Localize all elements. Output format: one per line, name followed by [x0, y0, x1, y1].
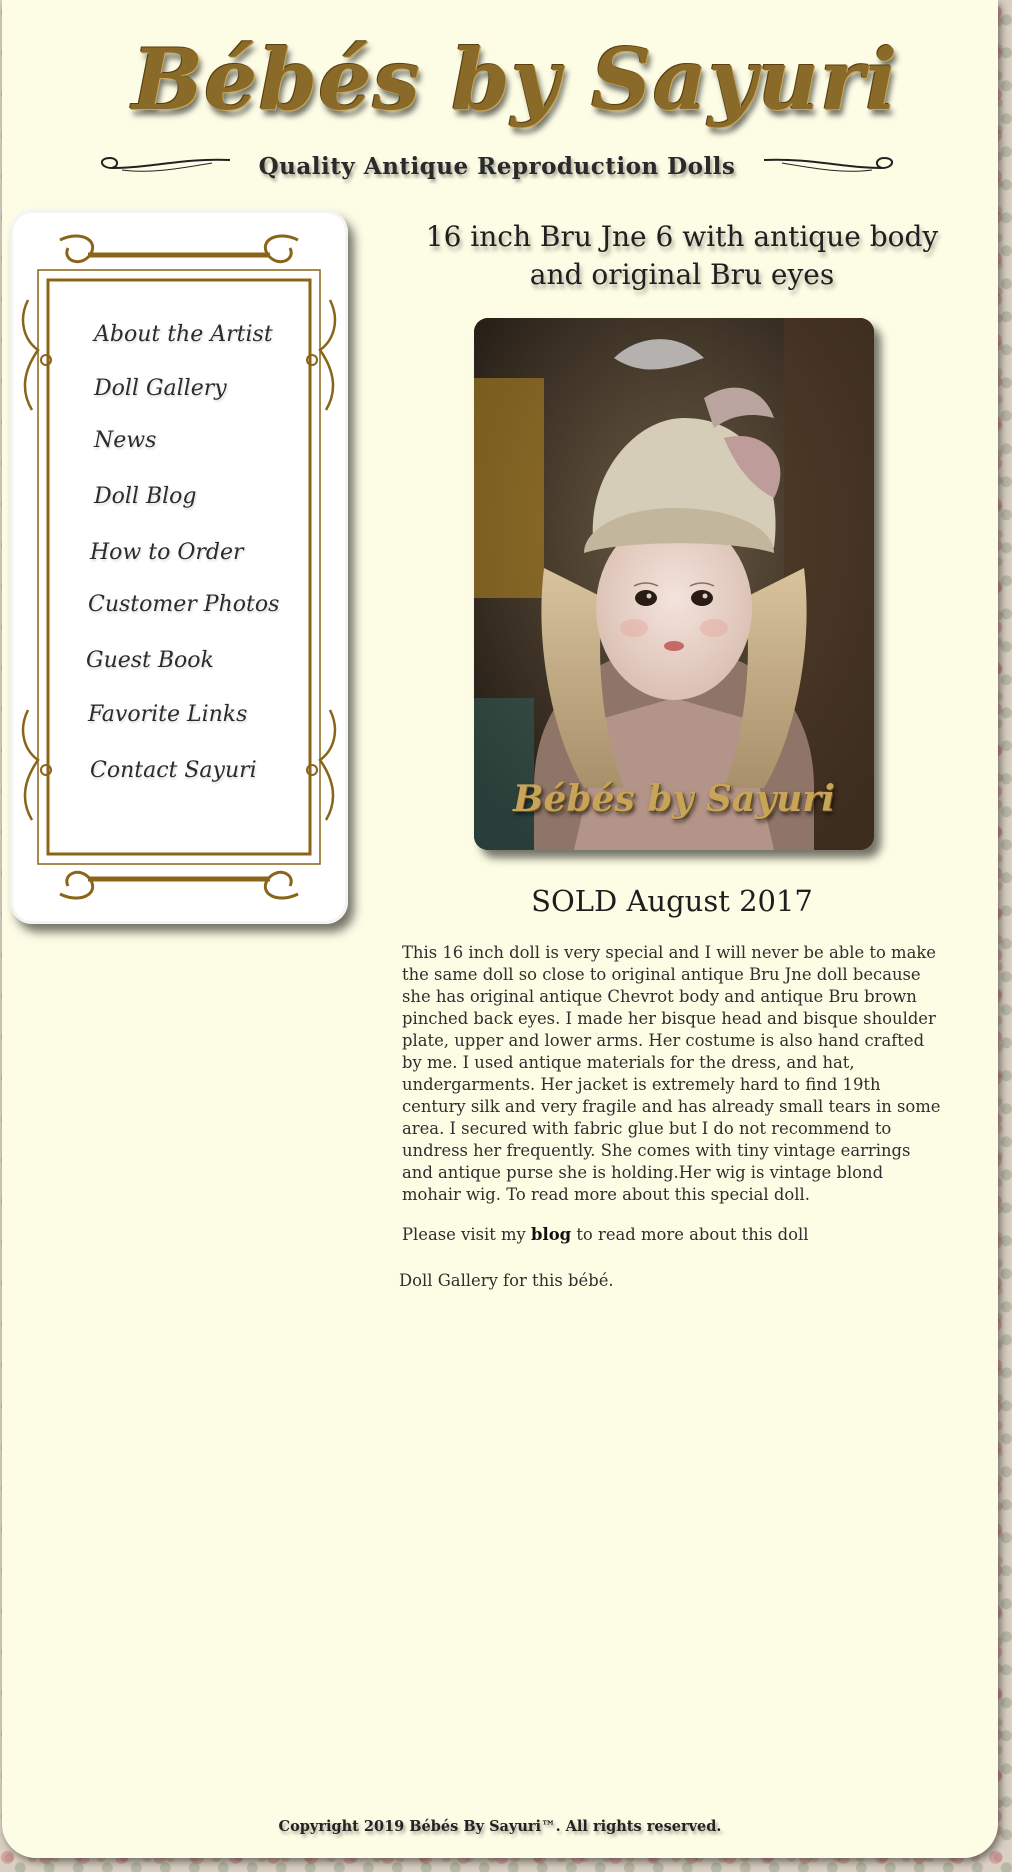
nav-item-guest-book[interactable]: Guest Book: [86, 648, 214, 673]
site-logo[interactable]: Bébés by Sayuri: [132, 30, 899, 129]
tagline-row: [92, 150, 902, 184]
sidebar-nav: [10, 210, 348, 924]
nav-item-how-to-order[interactable]: How to Order: [90, 540, 244, 565]
ornate-frame-icon: [10, 210, 348, 924]
nav-item-news[interactable]: News: [94, 428, 157, 453]
nav-item-doll-gallery[interactable]: Doll Gallery: [94, 376, 227, 401]
blog-reference: [402, 1224, 944, 1246]
nav-item-favorite-links[interactable]: Favorite Links: [88, 702, 248, 727]
footer-copyright: Copyright 2019 Bébés By Sayuri™. All rights reserved.: [278, 1818, 722, 1835]
sold-status: SOLD August 2017: [531, 884, 813, 918]
photo-watermark: Bébés by Sayuri: [513, 778, 835, 820]
flourish-left-icon: [92, 154, 232, 180]
site-tagline: Quality Antique Reproduction Dolls: [258, 153, 736, 180]
nav-item-contact-sayuri[interactable]: Contact Sayuri: [90, 758, 257, 783]
blog-suffix: to read more about this doll: [571, 1225, 809, 1244]
page-container: [2, 0, 998, 1858]
nav-item-customer-photos[interactable]: Customer Photos: [88, 592, 280, 617]
doll-photo-image: [474, 318, 874, 850]
blog-link[interactable]: blog: [531, 1225, 572, 1244]
page-title: 16 inch Bru Jne 6 with antique body and original Bru eyes: [425, 220, 939, 291]
nav-item-doll-blog[interactable]: Doll Blog: [94, 484, 197, 509]
nav-item-about-the-artist[interactable]: About the Artist: [94, 322, 273, 347]
doll-description: This 16 inch doll is very special and I will never be able to make the same doll so close to original antique Bru Jne doll because she has original antique Chevrot body and antique Bru brown pinched back eyes. I made her bisque head and bisque shoulder plate, upper and lower arms. Her costume is also hand crafted by me. I used antique materials for the dress, and hat, undergarments. Her jacket is extremely hard to find 19th century silk and very fragile and has already small tears in some area. I secured with fabric glue but I do not recommend to undress her frequently. She comes with tiny vintage earrings and antique purse she is holding.Her wig is vintage blond mohair wig. To read more about this special doll.: [402, 943, 941, 1204]
gallery-note: Doll Gallery for this bébé.: [399, 1271, 614, 1290]
flourish-right-icon: [762, 154, 902, 180]
blog-prefix: Please visit my: [402, 1225, 532, 1244]
doll-photo: [474, 318, 874, 850]
